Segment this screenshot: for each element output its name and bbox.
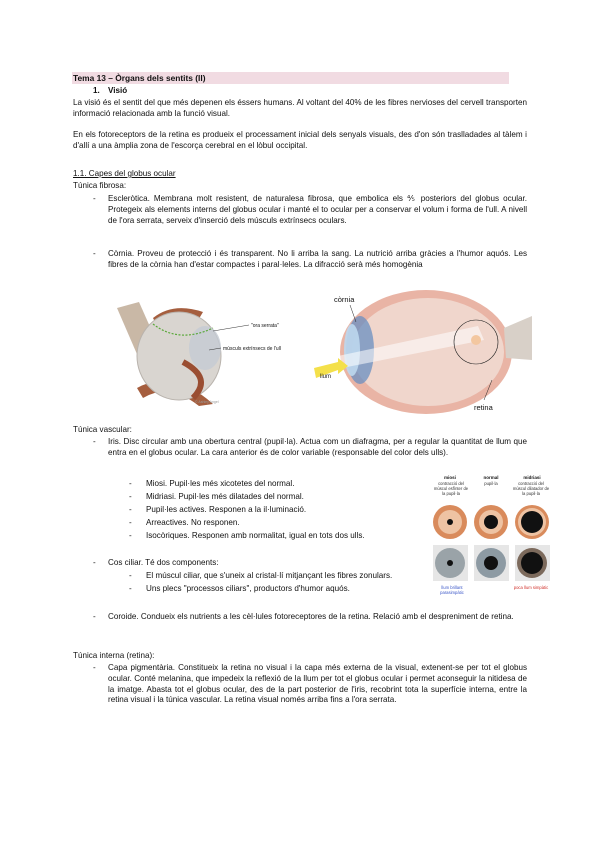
cornea-shape xyxy=(189,326,221,370)
list-dash: - xyxy=(93,249,96,258)
iris-photo-midriasi xyxy=(515,545,550,581)
tunica-fibrosa-label: Túnica fibrosa: xyxy=(73,181,127,190)
midriasi-header: midriasi xyxy=(523,475,541,480)
coroide-item: Coroide. Condueix els nutrients a les cèl·lules fotoreceptores de la retina. Relació amb el despreniment de retina. xyxy=(108,612,514,621)
iris-diagram-normal xyxy=(474,505,508,539)
list-dash: - xyxy=(93,663,96,672)
list-dash: - xyxy=(93,558,96,567)
list-dash: - xyxy=(129,505,132,514)
normal-header: normal xyxy=(483,475,499,480)
cornia-label: còrnia xyxy=(334,295,355,304)
intro-paragraph-1: La visió és el sentit del que més depenen els éssers humans. Al voltant del 40% de les fibres nervioses del cervell transporten informació relacionada amb la funció visual. xyxy=(73,98,527,118)
eye-section-figure xyxy=(308,288,532,416)
list-dash: - xyxy=(129,492,132,501)
list-dash: - xyxy=(93,437,96,446)
section-number: 1. xyxy=(93,86,100,95)
cornia-item: Còrnia. Proveu de protecció i és transparent. No li arriba la sang. La nutrició arriba gràcies a l'humor aquós. Les fibres de la còrnia han d'estar compactes i paral·leles. La difracció serà més homogènia xyxy=(108,249,527,269)
arreactives-item: Arreactives. No responen. xyxy=(146,518,240,527)
esclerotica-item: Escleròtica. Membrana molt resistent, de naturalesa fibrosa, que embolica els ⅘ posteriors del globus ocular. Protegeix als elements interns del globus ocular i manté el to ocular per a conservar el volum i forma de l'ull. A nivell de l'ora serrata, serveix d'inserció dels músculs extrínsecs oculars. xyxy=(108,194,527,225)
muscul-ciliar-item: El múscul ciliar, que s'uneix al cristal·lí mitjançant les fibres zonulars. xyxy=(146,571,393,580)
miosi-item: Miosi. Pupil·les més xicotetes del normal. xyxy=(146,479,295,488)
page-title: Tema 13 – Òrgans dels sentits (II) xyxy=(73,73,206,83)
list-dash: - xyxy=(129,518,132,527)
actives-item: Pupil·les actives. Responen a la il·luminació. xyxy=(146,505,307,514)
capa-pigmentaria-item: Capa pigmentària. Constitueix la retina no visual i la capa més externa de la visual, extenent-se per tot el globus ocular. Conté melanina, que impedeix la reflexió de la llum per tot el globus ocular i permet aconseguir la nitidesa de la imatge. Abasta tot el globus ocular, des de la part posterior de l'iris, recobrint tota la superfície interna, entre la retina visual i la túnica vascular. La retina visual només arriba fins a l'ora serrata. xyxy=(108,663,527,705)
muscles-label: músculs extrínsecs de l'ull xyxy=(223,346,281,352)
list-dash: - xyxy=(129,571,132,580)
subsection-heading: 1.1. Capes del globus ocular xyxy=(73,169,176,178)
iris-photo-miosi xyxy=(433,545,468,581)
iris-diagram-miosi xyxy=(433,505,467,539)
list-dash: - xyxy=(129,584,132,593)
iris-item: Iris. Disc circular amb una obertura central (pupil·la). Actua com un diafragma, per a regular la quantitat de llum que entra en el globus ocular. La cara anterior és de color variable (responsable del color dels ulls). xyxy=(108,437,527,457)
processos-ciliars-item: Uns plecs "processos ciliars", productors d'humor aquós. xyxy=(146,584,350,593)
tunica-interna-label: Túnica interna (retina): xyxy=(73,651,155,660)
pupil-figure xyxy=(432,472,550,607)
fovea-spot xyxy=(471,335,481,345)
midriasi-caption: contracció del múscul dilatador de la pupil·la xyxy=(512,481,550,496)
cornea-shape xyxy=(344,324,360,376)
retina-label: retina xyxy=(474,403,493,412)
iris-diagram-midriasi xyxy=(515,505,549,539)
miosi-header: miosi xyxy=(444,475,456,480)
cos-ciliar-item: Cos ciliar. Té dos components: xyxy=(108,558,219,567)
list-dash: - xyxy=(129,531,132,540)
midriasi-item: Midriasi. Pupil·les més dilatades del normal. xyxy=(146,492,304,501)
list-dash: - xyxy=(93,612,96,621)
midriasi-bottom-caption: poca llum simpàtic xyxy=(513,585,549,590)
miosi-caption: contracció del múscul esfínter de la pupil·la xyxy=(433,481,469,496)
tunica-vascular-label: Túnica vascular: xyxy=(73,425,132,434)
list-dash: - xyxy=(129,479,132,488)
section-heading: Visió xyxy=(108,86,128,95)
normal-caption: pupil·la xyxy=(484,481,498,486)
isocoriques-item: Isocòriques. Responen amb normalitat, igual en tots dos ulls. xyxy=(146,531,365,540)
iris-photo-normal xyxy=(474,545,509,581)
eye-muscles-figure xyxy=(113,298,304,406)
figure-credit: © Ashley Angel xyxy=(195,400,219,404)
ora-serrata-label: "ora serrata" xyxy=(251,323,279,329)
llum-label: llum xyxy=(320,374,332,380)
list-dash: - xyxy=(93,194,96,203)
miosi-bottom-caption: llum brillant parasimpàtic xyxy=(440,585,464,595)
intro-paragraph-2: En els fotoreceptors de la retina es produeix el processament inicial dels senyals visuals, des d'on són traslladades al tàlem i d'allí a una àmplia zona de l'escorça cerebral en el lòbul occipital. xyxy=(73,130,527,150)
